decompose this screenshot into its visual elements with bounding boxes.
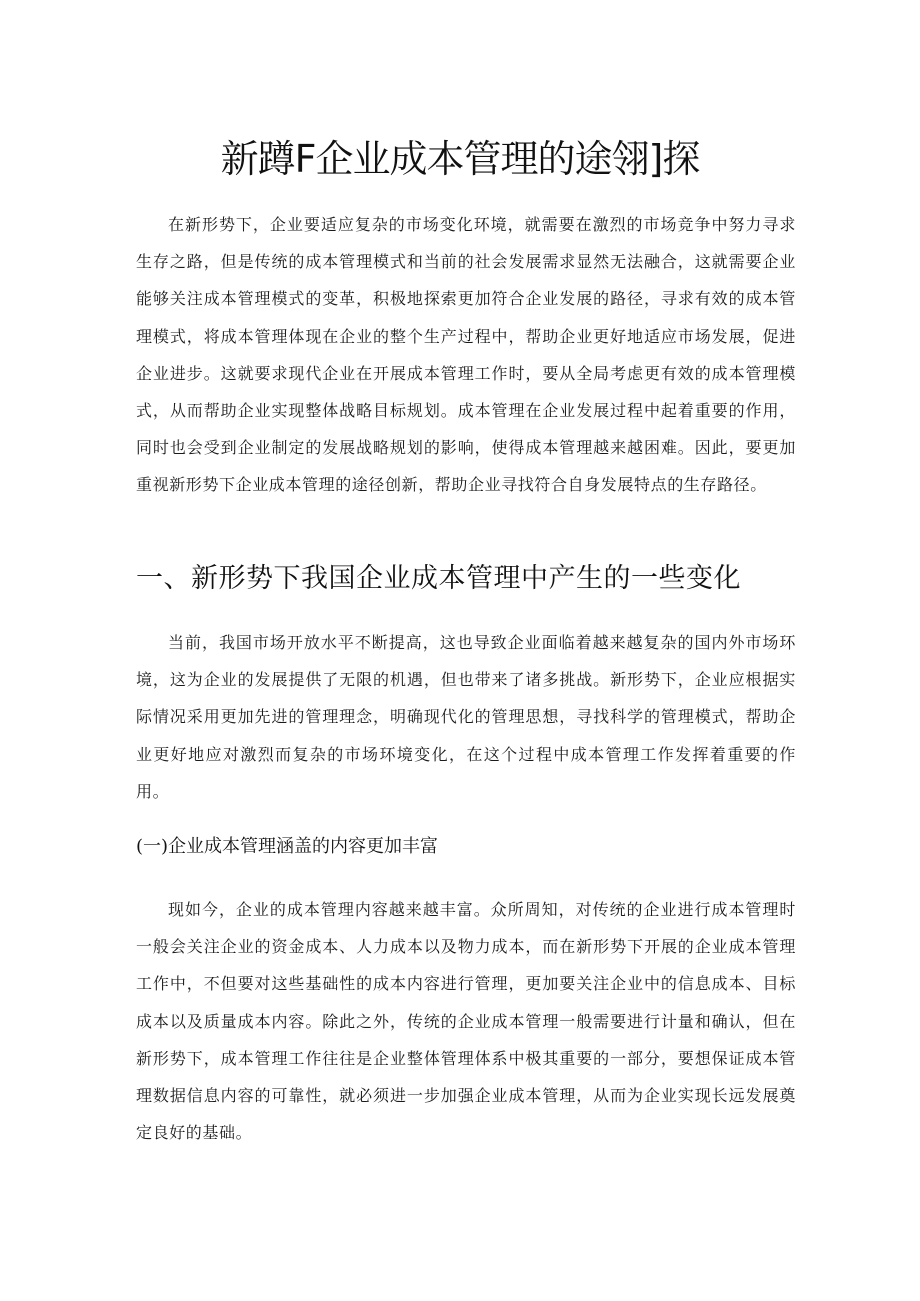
document-title: 新蹲F企业成本管理的途翎]探 xyxy=(220,137,700,181)
section-heading: 一、新形势下我国企业成本管理中产生的一些变化 xyxy=(136,563,741,594)
section-paragraph: 当前，我国市场开放水平不断提高，这也导致企业面临着越来越复杂的国内外市场环境，这为企业的发展提供了无限的机遇，但也带来了诸多挑战。新形势下，企业应根据实际情况采用更加先进的管理理念，明确现代化的管理思想，寻找科学的管理模式，帮助企业更好地应对激烈而复杂的市场环境变化，在这个过程中成本管理工作发挥着重要的作用。 xyxy=(136,633,796,801)
subsection-paragraph: 现如今，企业的成本管理内容越来越丰富。众所周知，对传统的企业进行成本管理时一般会关注企业的资金成本、人力成本以及物力成本，而在新形势下开展的企业成本管理工作中，不但要对这些基础性的成本内容进行管理，更加要关注企业中的信息成本、目标成本以及质量成本内容。除此之外，传统的企业成本管理一般需要进行计量和确认，但在新形势下，成本管理工作往往是企业整体管理体系中极其重要的一部分，要想保证成本管理数据信息内容的可靠性，就必须进一步加强企业成本管理，从而为企业实现长远发展奠定良好的基础。 xyxy=(136,900,796,1143)
subsection-heading: (一)企业成本管理涵盖的内容更加丰富 xyxy=(136,836,439,857)
intro-paragraph: 在新形势下，企业要适应复杂的市场变化环境，就需要在激烈的市场竞争中努力寻求生存之路，但是传统的成本管理模式和当前的社会发展需求显然无法融合，这就需要企业能够关注成本管理模式的变革，积极地探索更加符合企业发展的路径，寻求有效的成本管理模式，将成本管理体现在企业的整个生产过程中，帮助企业更好地适应市场发展，促进企业进步。这就要求现代企业在开展成本管理工作时，要从全局考虑更有效的成本管理模式，从而帮助企业实现整体战略目标规划。成本管理在企业发展过程中起着重要的作用，同时也会受到企业制定的发展战略规划的影响，使得成本管理越来越困难。因此，要更加重视新形势下企业成本管理的途径创新，帮助企业寻找符合自身发展特点的生存路径。 xyxy=(136,215,796,495)
